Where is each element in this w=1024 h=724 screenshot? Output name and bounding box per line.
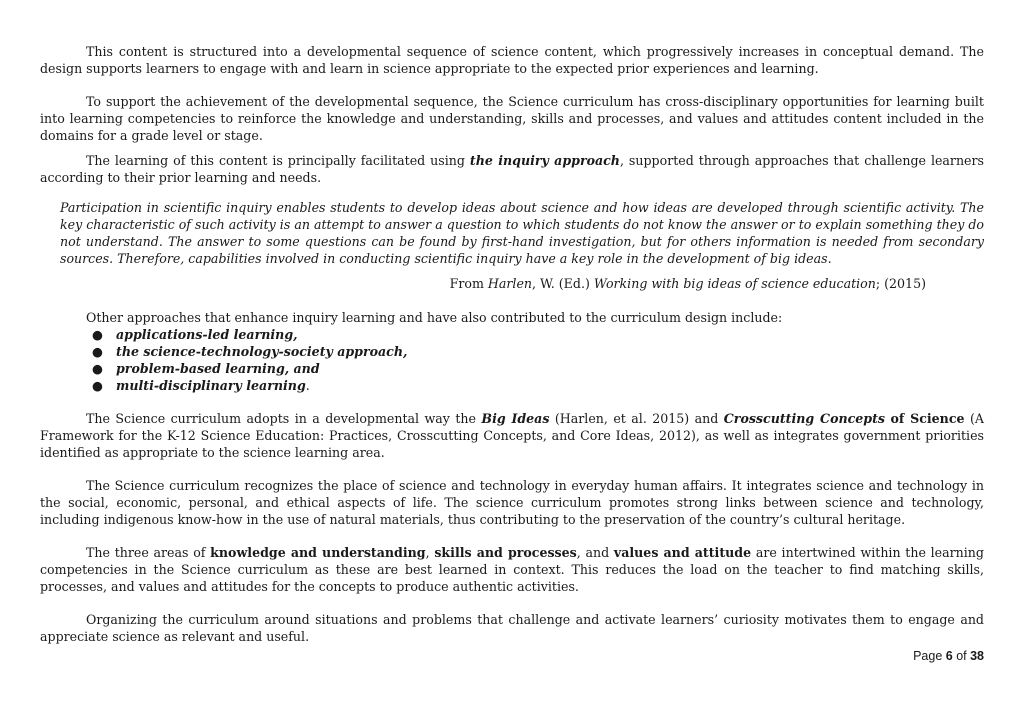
current-page: 6 [945, 649, 953, 663]
list-item-label: problem-based learning, and [116, 361, 320, 376]
areas-sep1: , [425, 545, 435, 560]
list-end-period: . [305, 378, 310, 393]
paragraph-three-areas [40, 544, 984, 595]
bigideas-post: (A Framework for the K-12 Science Education: Practices, Crosscutting Concepts, and Core Ideas, 2012), as well as integrates government priorities identified as appropriate to the science learning area. [40, 411, 984, 460]
bullet-icon: ● [92, 378, 103, 393]
inquiry-text-post: , supported through approaches that challenge learners according to their prior learning and needs. [40, 153, 984, 185]
approaches-list [40, 326, 984, 394]
bullet-icon: ● [92, 344, 103, 359]
areas-post: are intertwined within the learning competencies in the Science curriculum as these are best learned in context. This reduces the load on the teacher to find matching skills, processes, and values and attitudes for the concepts to produce authentic activities. [40, 545, 984, 594]
of-word: of [952, 649, 971, 663]
list-item [40, 377, 984, 394]
list-item-label: the science-technology-society approach, [116, 344, 408, 359]
knowledge-term: knowledge and understanding [210, 545, 426, 560]
page-number [913, 648, 984, 665]
values-term: values and attitude [613, 545, 752, 560]
big-ideas-term: Big Ideas [481, 411, 550, 426]
list-item [40, 326, 984, 343]
bullet-icon: ● [92, 361, 103, 376]
list-item-label: applications-led learning, [116, 327, 298, 342]
paragraph-cross-disciplinary: To support the achievement of the developmental sequence, the Science curriculum has cross-disciplinary opportunities for learning built into learning competencies to reinforce the knowledge and understanding, skills and processes, and values and attitudes content included in the domains for a grade level or stage. [40, 94, 984, 143]
harlen-quote: Participation in scientific inquiry enables students to develop ideas about science and how ideas are developed through scientific activity. The key characteristic of such activity is an attempt to answer a question to which students do not know the answer or to explain something they do not understand. The answer to some questions can be found by first-hand investigation, but for others information is needed from secondary sources. Therefore, capabilities involved in conducting scientific inquiry have a key role in the development of big ideas. [60, 200, 984, 266]
page-word: Page [913, 649, 946, 663]
paragraph-inquiry [40, 152, 984, 186]
paragraph-sequence: This content is structured into a developmental sequence of science content, which progressively increases in conceptual demand. The design supports learners to engage with and learn in science appropriate to the expected prior experiences and learning. [40, 44, 984, 76]
page-content [40, 43, 984, 645]
cite-mid: , W. (Ed.) [532, 276, 594, 291]
cite-author: Harlen [487, 276, 533, 291]
list-item [40, 360, 984, 377]
paragraph-science-technology: The Science curriculum recognizes the place of science and technology in everyday human affairs. It integrates science and technology in the social, economic, personal, and ethical aspects of life. The science curriculum promotes strong links between science and technology, including indigenous know-how in the use of natural materials, thus contributing to the preservation of the country’s cultural heritage. [40, 478, 984, 527]
bigideas-pre: The Science curriculum adopts in a developmental way the [86, 411, 482, 426]
list-item-label: multi-disciplinary learning [116, 378, 306, 393]
paragraph-organizing: Organizing the curriculum around situations and problems that challenge and activate learners’ curiosity motivates them to engage and appreciate science as relevant and useful. [40, 612, 984, 644]
paragraph-other-approaches: Other approaches that enhance inquiry learning and have also contributed to the curriculum design include: [86, 310, 783, 325]
cite-title: Working with big ideas of science education [593, 276, 876, 291]
crosscutting-concepts-term: Crosscutting Concepts [723, 411, 886, 426]
areas-pre: The three areas of [86, 545, 211, 560]
cite-year: ; (2015) [875, 276, 926, 291]
inquiry-approach-term: the inquiry approach [469, 153, 620, 168]
paragraph-big-ideas [40, 410, 984, 461]
inquiry-text-pre: The learning of this content is principally facilitated using [86, 153, 470, 168]
skills-term: skills and processes [434, 545, 577, 560]
bullet-icon: ● [92, 327, 103, 342]
quote-citation [40, 275, 984, 292]
areas-sep2: , and [576, 545, 614, 560]
cite-from: From [449, 276, 488, 291]
of-science-term: of Science [890, 411, 965, 426]
list-item [40, 343, 984, 360]
bigideas-mid1: (Harlen, et al. 2015) and [549, 411, 724, 426]
total-pages: 38 [970, 649, 984, 663]
